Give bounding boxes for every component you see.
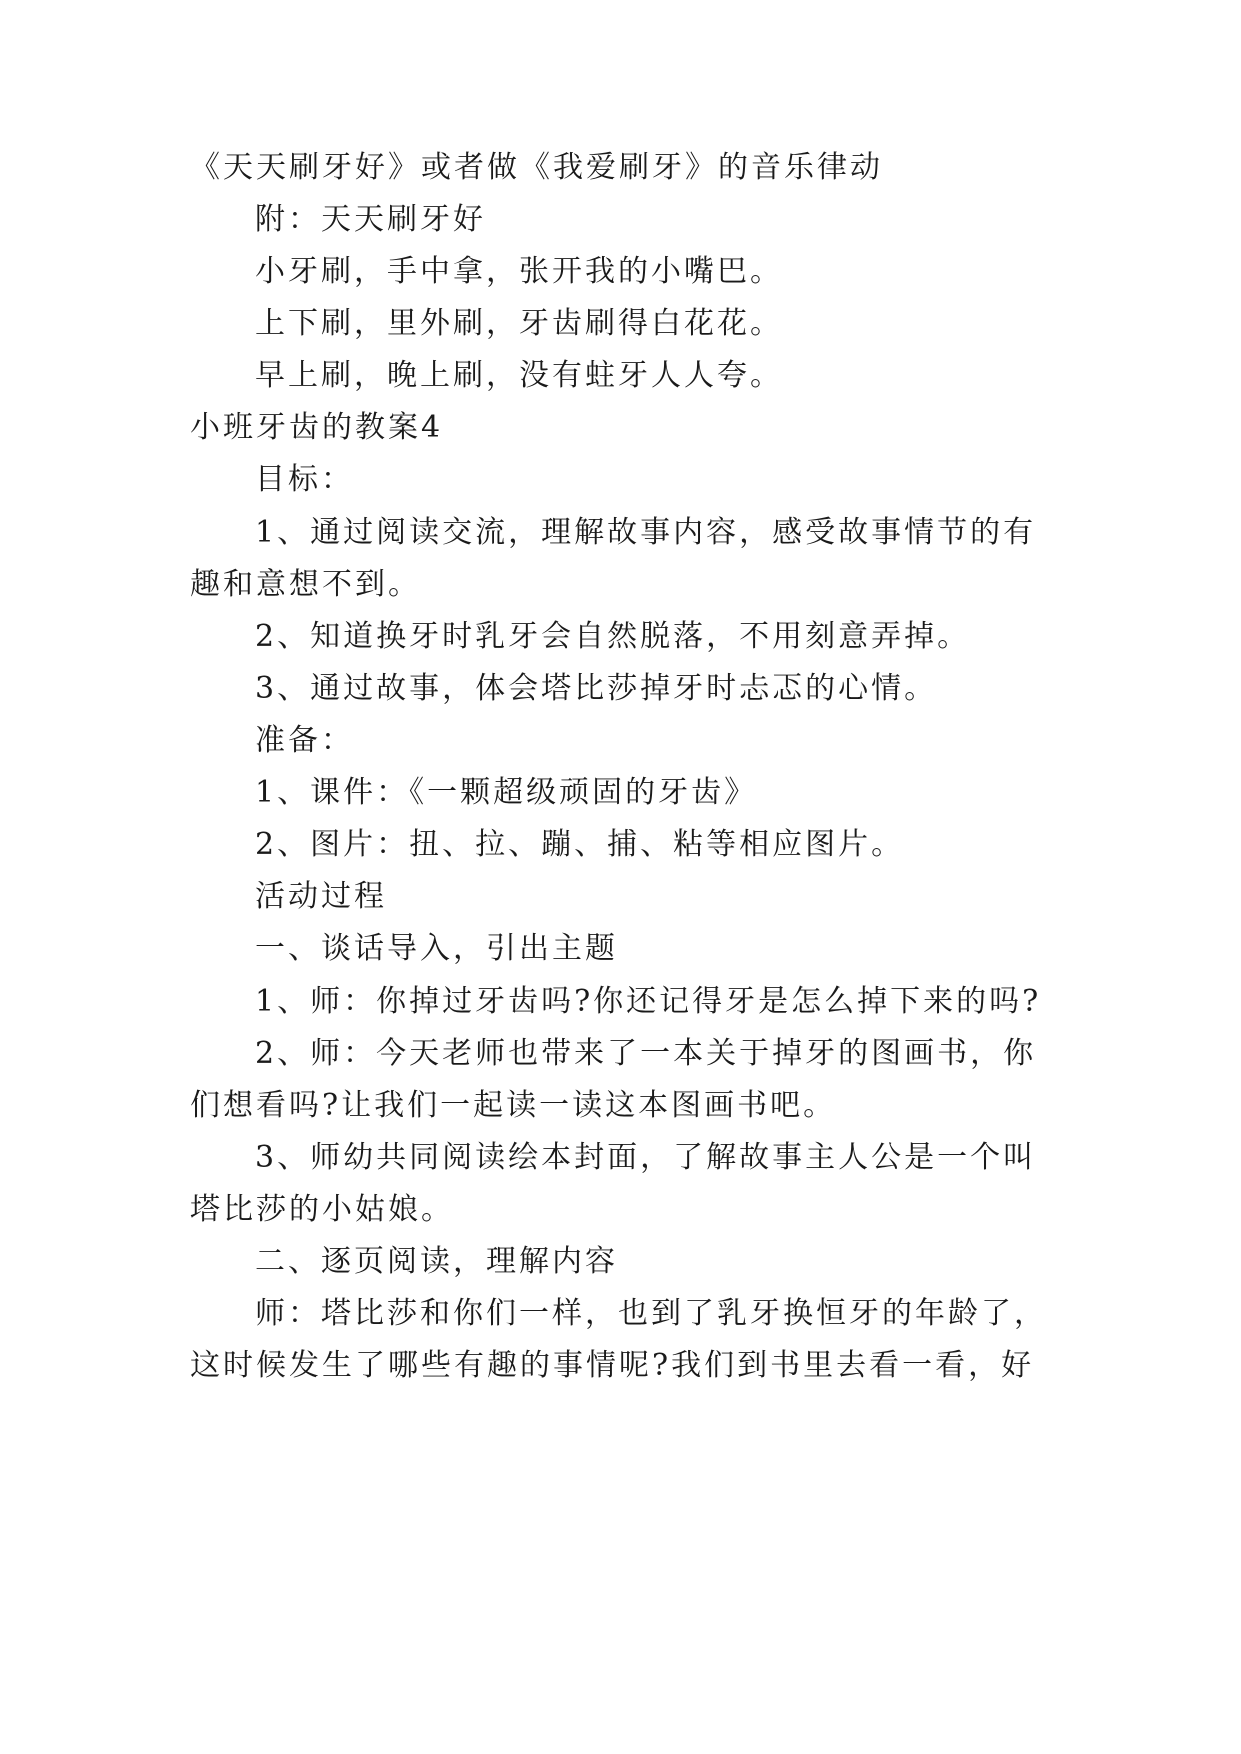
step-3-line-1: 3、师幼共同阅读绘本封面，了解故事主人公是一个叫 bbox=[255, 1140, 1037, 1175]
goal-2: 2、知道换牙时乳牙会自然脱落，不用刻意弄掉。 bbox=[255, 619, 971, 654]
preparation-item-1: 1、课件：《一颗超级顽固的牙齿》 bbox=[255, 775, 758, 810]
teacher-paragraph-line-2: 这时候发生了哪些有趣的事情呢?我们到书里去看一看，好 bbox=[190, 1348, 1035, 1383]
step-2-line-2: 们想看吗?让我们一起读一读这本图画书吧。 bbox=[190, 1088, 837, 1123]
step-3-line-2: 塔比莎的小姑娘。 bbox=[190, 1192, 454, 1227]
goal-3: 3、通过故事，体会塔比莎掉牙时忐忑的心情。 bbox=[255, 671, 938, 706]
activity-process-heading: 活动过程 bbox=[255, 879, 387, 914]
lesson-plan-heading: 小班牙齿的教案4 bbox=[190, 410, 444, 445]
song-lyric-line-2: 上下刷，里外刷，牙齿刷得白花花。 bbox=[255, 306, 783, 341]
goal-1-line-1: 1、通过阅读交流，理解故事内容，感受故事情节的有 bbox=[255, 515, 1037, 550]
step-2-line-1: 2、师：今天老师也带来了一本关于掉牙的图画书，你 bbox=[255, 1036, 1037, 1071]
section-2-heading: 二、逐页阅读，理解内容 bbox=[255, 1244, 618, 1279]
goal-1-line-2: 趣和意想不到。 bbox=[190, 567, 421, 602]
teacher-paragraph-line-1: 师：塔比莎和你们一样，也到了乳牙换恒牙的年龄了， bbox=[255, 1296, 1047, 1331]
section-1-heading: 一、谈话导入，引出主题 bbox=[255, 931, 618, 966]
goals-heading: 目标： bbox=[255, 462, 354, 497]
song-lyric-line-3: 早上刷，晚上刷，没有蛀牙人人夸。 bbox=[255, 358, 783, 393]
song-lyric-line-1: 小牙刷，手中拿，张开我的小嘴巴。 bbox=[255, 254, 783, 289]
appendix-title: 附：天天刷牙好 bbox=[255, 202, 486, 237]
step-1: 1、师：你掉过牙齿吗?你还记得牙是怎么掉下来的吗? bbox=[255, 984, 1042, 1019]
preparation-item-2: 2、图片：扭、拉、蹦、捕、粘等相应图片。 bbox=[255, 827, 905, 862]
preparation-heading: 准备： bbox=[255, 723, 354, 758]
song-activity-line: 《天天刷牙好》或者做《我爱刷牙》的音乐律动 bbox=[190, 150, 883, 185]
